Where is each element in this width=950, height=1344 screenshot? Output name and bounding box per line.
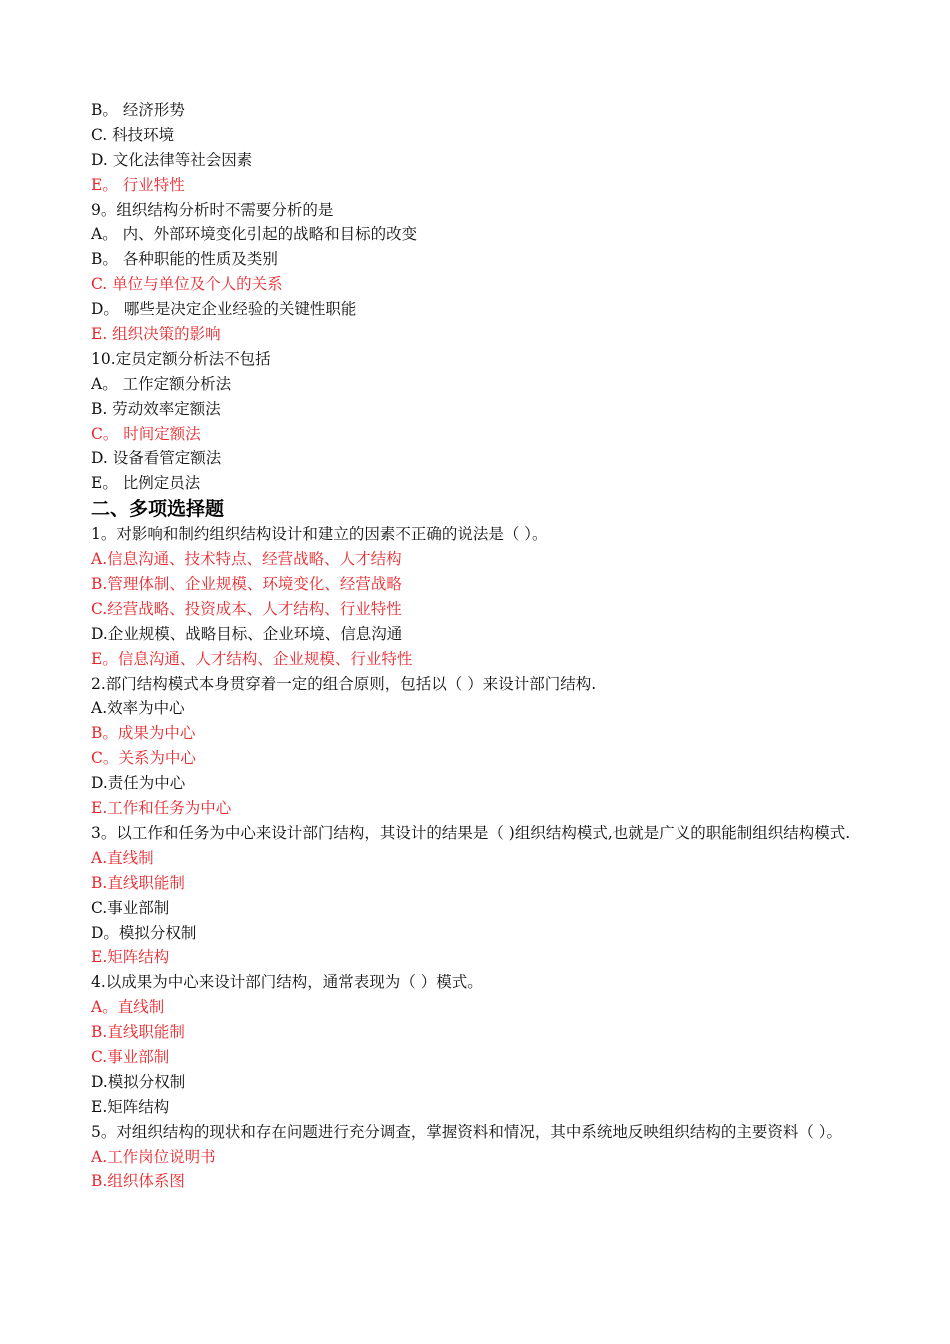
text-line: E。 行业特性: [91, 175, 185, 194]
text-line: B.管理体制、企业规模、环境变化、经营战略: [91, 575, 402, 594]
text-line: A。 工作定额分析法: [91, 374, 232, 393]
text-line: A.工作岗位说明书: [91, 1147, 216, 1166]
text-line: B。 经济形势: [91, 101, 185, 119]
text-line: E.矩阵结构: [91, 1097, 170, 1116]
text-line: D.责任为中心: [91, 774, 186, 793]
text-line: D.企业规模、战略目标、企业环境、信息沟通: [91, 624, 403, 643]
text-line: 10.定员定额分析法不包括: [91, 349, 271, 368]
text-line: B.组织体系图: [91, 1172, 185, 1191]
text-line: A.效率为中心: [91, 699, 185, 718]
question-block-multi-3-4: [91, 846, 861, 1120]
text-line: A。 内、外部环境变化引起的战略和目标的改变: [91, 225, 418, 244]
text-line: D。 哪些是决定企业经验的关键性职能: [91, 300, 357, 319]
text-line: B. 劳动效率定额法: [91, 399, 221, 418]
text-line: E。信息沟通、人才结构、企业规模、行业特性: [91, 649, 413, 668]
text-line: E. 组织决策的影响: [91, 325, 221, 344]
text-line: C. 科技环境: [91, 125, 175, 144]
text-line: E。 比例定员法: [91, 474, 201, 493]
text-line: 9。组织结构分析时不需要分析的是: [91, 200, 334, 219]
text-line: C。关系为中心: [91, 749, 196, 768]
document-page: [91, 98, 861, 1194]
text-line: 4.以成果为中心来设计部门结构，通常表现为（ ）模式。: [91, 973, 483, 992]
text-line: A。直线制: [91, 998, 165, 1017]
text-line: C.经营战略、投资成本、人才结构、行业特性: [91, 599, 402, 618]
text-line: D. 设备看管定额法: [91, 449, 222, 468]
text-line: 1。对影响和制约组织结构设计和建立的因素不正确的说法是（ ）。: [91, 525, 548, 544]
text-line: C. 单位与单位及个人的关系: [91, 275, 283, 294]
text-line: E.工作和任务为中心: [91, 799, 232, 818]
text-line: B。成果为中心: [91, 724, 196, 743]
text-line: B。 各种职能的性质及类别: [91, 250, 278, 269]
question-3-text: 3。以工作和任务为中心来设计部门结构，其设计的结果是（ )组织结构模式,也就是广义的职能制组织结构模式.: [91, 823, 851, 842]
text-line: 2.部门结构模式本身贯穿着一定的组合原则，包括以（ ）来设计部门结构.: [91, 674, 597, 693]
text-line: D。模拟分权制: [91, 923, 197, 942]
text-line: A.信息沟通、技术特点、经营战略、人才结构: [91, 550, 402, 569]
text-line: C.事业部制: [91, 898, 170, 917]
text-line: D.模拟分权制: [91, 1072, 186, 1091]
text-line: C.事业部制: [91, 1047, 170, 1066]
text-line: B.直线职能制: [91, 873, 185, 892]
section-heading: 二、多项选择题: [91, 498, 225, 521]
text-line: E.矩阵结构: [91, 948, 170, 967]
text-line: A.直线制: [91, 848, 154, 867]
text-line: C。 时间定额法: [91, 424, 201, 443]
question-5-text: 5。对组织结构的现状和存在问题进行充分调查，掌握资料和情况，其中系统地反映组织结构的主要资料（ ）。: [91, 1122, 843, 1141]
question-block-multi-5-options: [91, 1145, 861, 1195]
text-line: B.直线职能制: [91, 1023, 185, 1042]
question-block-multi-1-2: [91, 522, 861, 821]
question-block-single-choice: [91, 98, 861, 496]
text-line: D. 文化法律等社会因素: [91, 150, 253, 169]
